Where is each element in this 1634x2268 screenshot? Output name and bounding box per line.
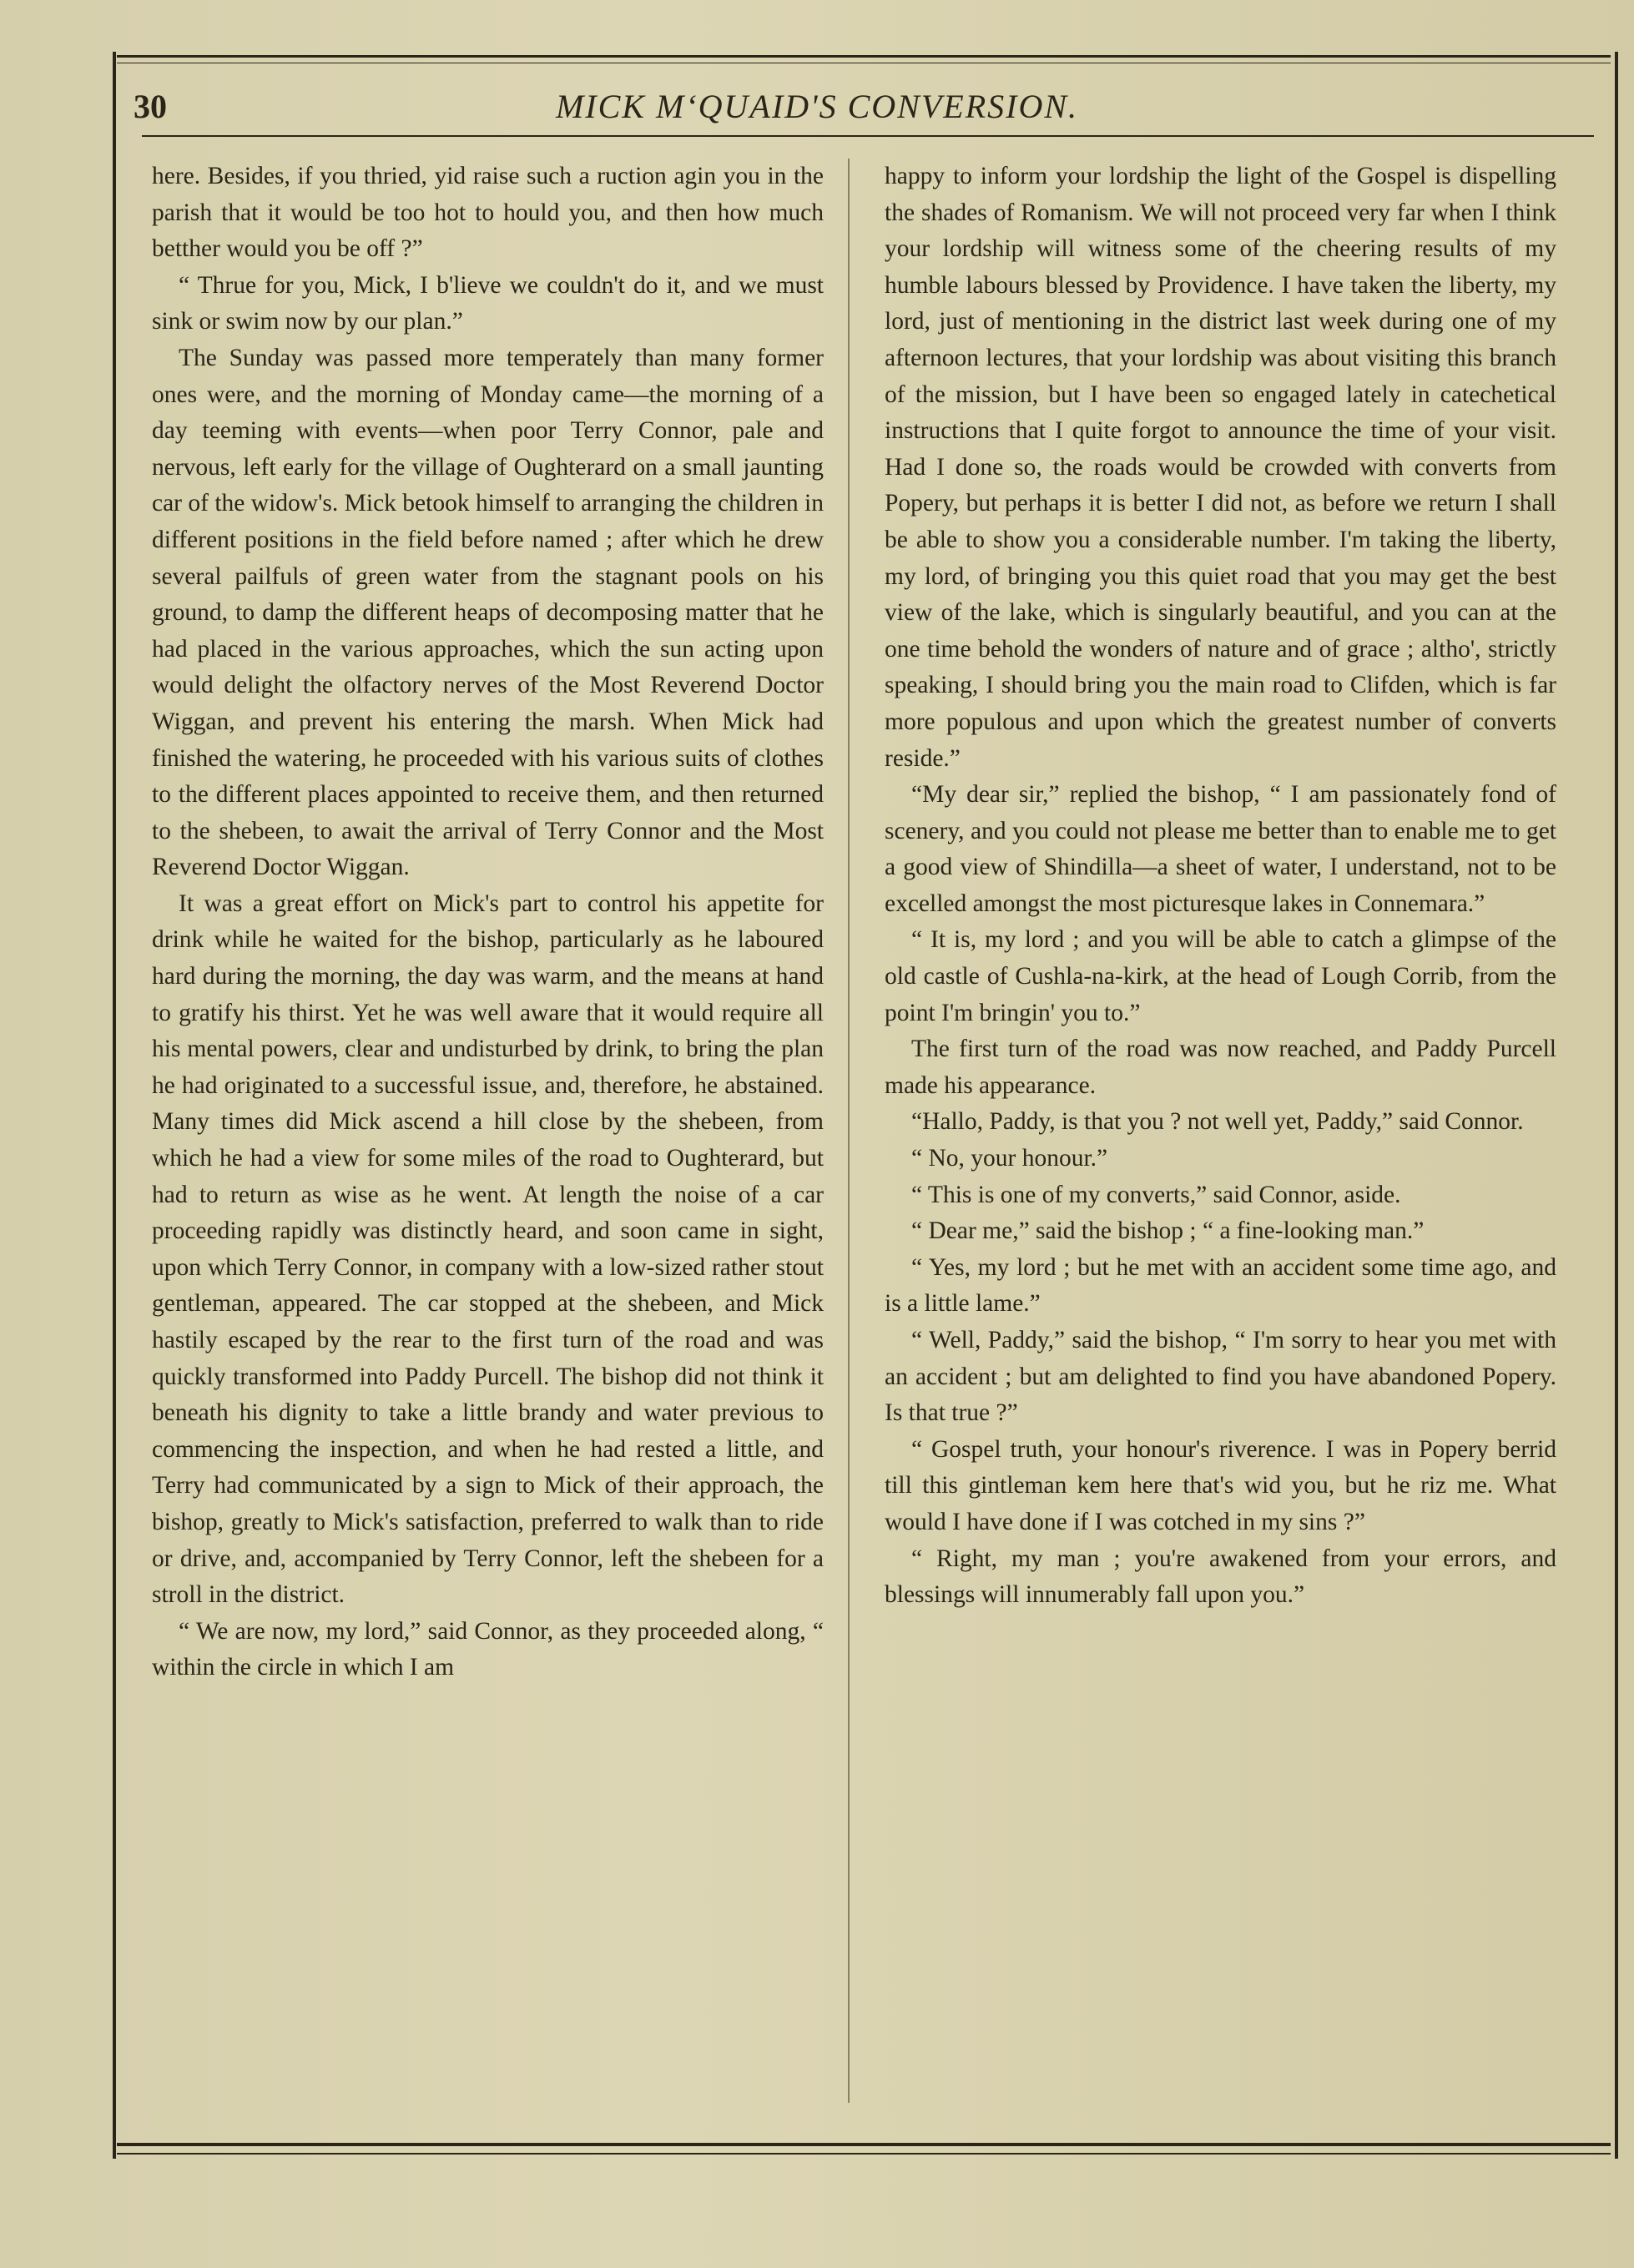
- left-paragraph: here. Besides, if you thried, yid raise such a ruction agin you in the parish that it would be too hot to hould you, and then how much betther would you be off ?”: [152, 163, 824, 263]
- right-paragraph: “ It is, my lord ; and you will be able to catch a glimpse of the old castle of Cushla-na-kirk, at the head of Lough Corrib, from the point I'm bringin' you to.”: [885, 926, 1556, 1026]
- header-rule: [142, 135, 1594, 137]
- right-paragraph: “ Right, my man ; you're awakened from your errors, and blessings will innumerably fall upon you.”: [885, 1545, 1556, 1609]
- right-paragraph: “ Yes, my lord ; but he met with an accident some time ago, and is a little lame.”: [885, 1253, 1556, 1318]
- right-paragraph: “ No, your honour.”: [911, 1145, 1108, 1172]
- left-paragraph: It was a great effort on Mick's part to control his appetite for drink while he waited for the bishop, particularly as he laboured hard during the morning, the day was warm, and the means at hand to gratify his thirst. Yet he was well aware that it would require all his mental powers, clear and undisturbed by drink, to bring the plan he had originated to a successful issue, and, therefore, he abstained. Many times did Mick ascend a hill close by the shebeen, from which he had a view for some miles of the road to Oughterard, but had to return as wise as he went. At length the noise of a car proceeding rapidly was distinctly heard, and soon came in sight, upon which Terry Connor, in company with a low-sized rather stout gentleman, appeared. The car stopped at the shebeen, and Mick hastily escaped by the rear to the first turn of the road and was quickly transformed into Paddy Purcell. The bishop did not think it beneath his dignity to take a little brandy and water previous to commencing the inspection, and when he had rested a little, and Terry had communicated by a sign to Mick of their approach, the bishop, greatly to Mick's satisfaction, preferred to walk than to ride or drive, and, accompanied by Terry Connor, left the shebeen for a stroll in the district.: [152, 890, 824, 1609]
- right-paragraph: happy to inform your lordship the light of the Gospel is dispelling the shades of Romanism. We will not proceed very far when I think your lordship will witness some of the cheering results of my humble labours blessed by Providence. I have taken the liberty, my lord, just of mentioning in the district last week during one of my afternoon lectures, that your lordship was about visiting this branch of the mission, but I have been so engaged lately in catechetical instructions that I quite forgot to announce the time of your visit. Had I done so, the roads would be crowded with converts from Popery, but perhaps it is better I did not, as before we return I shall be able to show you a considerable number. I'm taking the liberty, my lord, of bringing you this quiet road that you may get the best view of the lake, which is singularly beautiful, and you can at the one time behold the wonders of nature and of grace ; altho', strictly speaking, I should bring you the main road to Clifden, which is far more populous and upon which the greatest number of converts reside.”: [885, 163, 1556, 772]
- right-paragraph: “ Gospel truth, your honour's riverence. I was in Popery berrid till this gintleman kem here that's wid you, but he riz me. What would I have done if I was cotched in my sins ?”: [885, 1435, 1556, 1535]
- left-paragraph: “ We are now, my lord,” said Connor, as they proceeded along, “ within the circle in which I am: [152, 1617, 824, 1681]
- right-paragraph: “Hallo, Paddy, is that you ? not well yet, Paddy,” said Connor.: [911, 1108, 1524, 1136]
- bottom-rule: [117, 2143, 1611, 2155]
- right-paragraph: “My dear sir,” replied the bishop, “ I am passionately fond of scenery, and you could not please me better than to enable me to get a good view of Shindilla—a sheet of water, I understand, not to be excelled amongst the most picturesque lakes in Connemara.”: [885, 781, 1556, 917]
- column-divider: [848, 159, 850, 2103]
- right-column: [885, 159, 1556, 1614]
- left-paragraph: The Sunday was passed more temperately than many former ones were, and the morning of Monday came—the morning of a day teeming with events—when poor Terry Connor, pale and nervous, left early for the village of Oughterard on a small jaunting car of the widow's. Mick betook himself to arranging the children in different positions in the field before named ; after which he drew several pailfuls of green water from the stagnant pools on his ground, to damp the different heaps of decomposing matter that he had placed in the various approaches, which the sun acting upon would delight the olfactory nerves of the Most Reverend Doctor Wiggan, and prevent his entering the marsh. When Mick had finished the watering, he proceeded with his various suits of clothes to the different places appointed to receive them, and then returned to the shebeen, to await the arrival of Terry Connor and the Most Reverend Doctor Wiggan.: [152, 344, 824, 881]
- right-paragraph: The first turn of the road was now reached, and Paddy Purcell made his appearance.: [885, 1036, 1556, 1099]
- top-rule: [117, 55, 1611, 63]
- right-paragraph: “ Well, Paddy,” said the bishop, “ I'm sorry to hear you met with an accident ; but am delighted to find you have abandoned Popery. Is that true ?”: [885, 1327, 1556, 1427]
- left-column: [152, 159, 824, 1686]
- right-paragraph: “ This is one of my converts,” said Connor, aside.: [911, 1181, 1401, 1208]
- right-paragraph: “ Dear me,” said the bishop ; “ a fine-looking man.”: [911, 1217, 1425, 1245]
- page-number: 30: [134, 88, 167, 125]
- left-paragraph: “ Thrue for you, Mick, I b'lieve we couldn't do it, and we must sink or swim now by our plan.”: [152, 271, 824, 335]
- running-title: MICK M‘QUAID'S CONVERSION.: [555, 88, 1079, 125]
